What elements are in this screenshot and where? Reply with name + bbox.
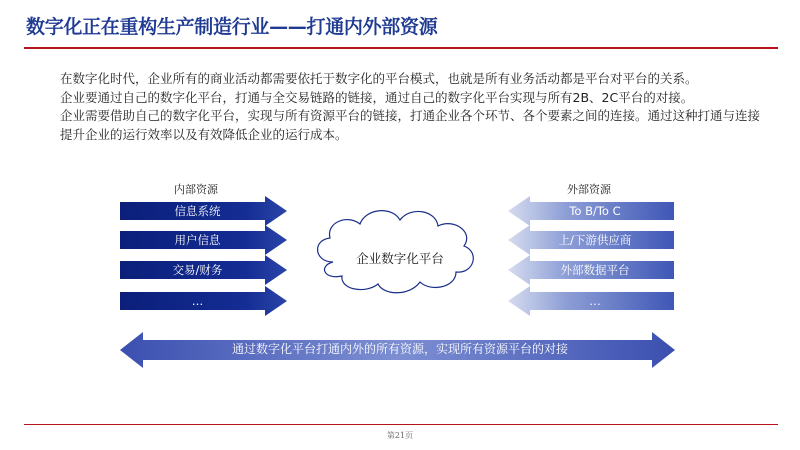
internal-item-label: … bbox=[191, 294, 204, 308]
paragraph: 企业要通过自己的数字化平台，打通与全交易链路的链接，通过自己的数字化平台实现与所有2B、2C平台的对接。 bbox=[60, 89, 694, 105]
paragraph: 在数字化时代，企业所有的商业活动都需要依托于数字化的平台模式，也就是所有业务活动都是平台对平台的关系。 bbox=[60, 71, 698, 86]
page-title: 数字化正在重构生产制造行业——打通内外部资源 bbox=[26, 16, 438, 38]
external-item-label: 上/下游供应商 bbox=[558, 233, 632, 247]
center-platform-label: 企业数字化平台 bbox=[356, 251, 444, 266]
external-heading: 外部资源 bbox=[567, 183, 611, 196]
paragraph: 企业需要借助自己的数字化平台，实现与所有资源平台的链接，打通企业各个环节、各个要素之间的连接。通过这种打通与连接提升企业的运行效率以及有效降低企业的运行成本。 bbox=[60, 108, 761, 142]
bottom-arrow-label: 通过数字化平台打通内外的所有资源，实现所有资源平台的对接 bbox=[231, 342, 568, 356]
footer-divider bbox=[24, 424, 778, 425]
external-item-label: 外部数据平台 bbox=[560, 263, 630, 277]
internal-item-label: 交易/财务 bbox=[172, 263, 223, 277]
external-item-label: To B/To C bbox=[569, 204, 621, 218]
internal-heading: 内部资源 bbox=[174, 183, 218, 196]
external-item-label: … bbox=[589, 294, 601, 308]
internal-item-label: 用户信息 bbox=[174, 233, 221, 247]
page-number: 第21页 bbox=[386, 431, 414, 440]
internal-item-label: 信息系统 bbox=[174, 204, 221, 218]
